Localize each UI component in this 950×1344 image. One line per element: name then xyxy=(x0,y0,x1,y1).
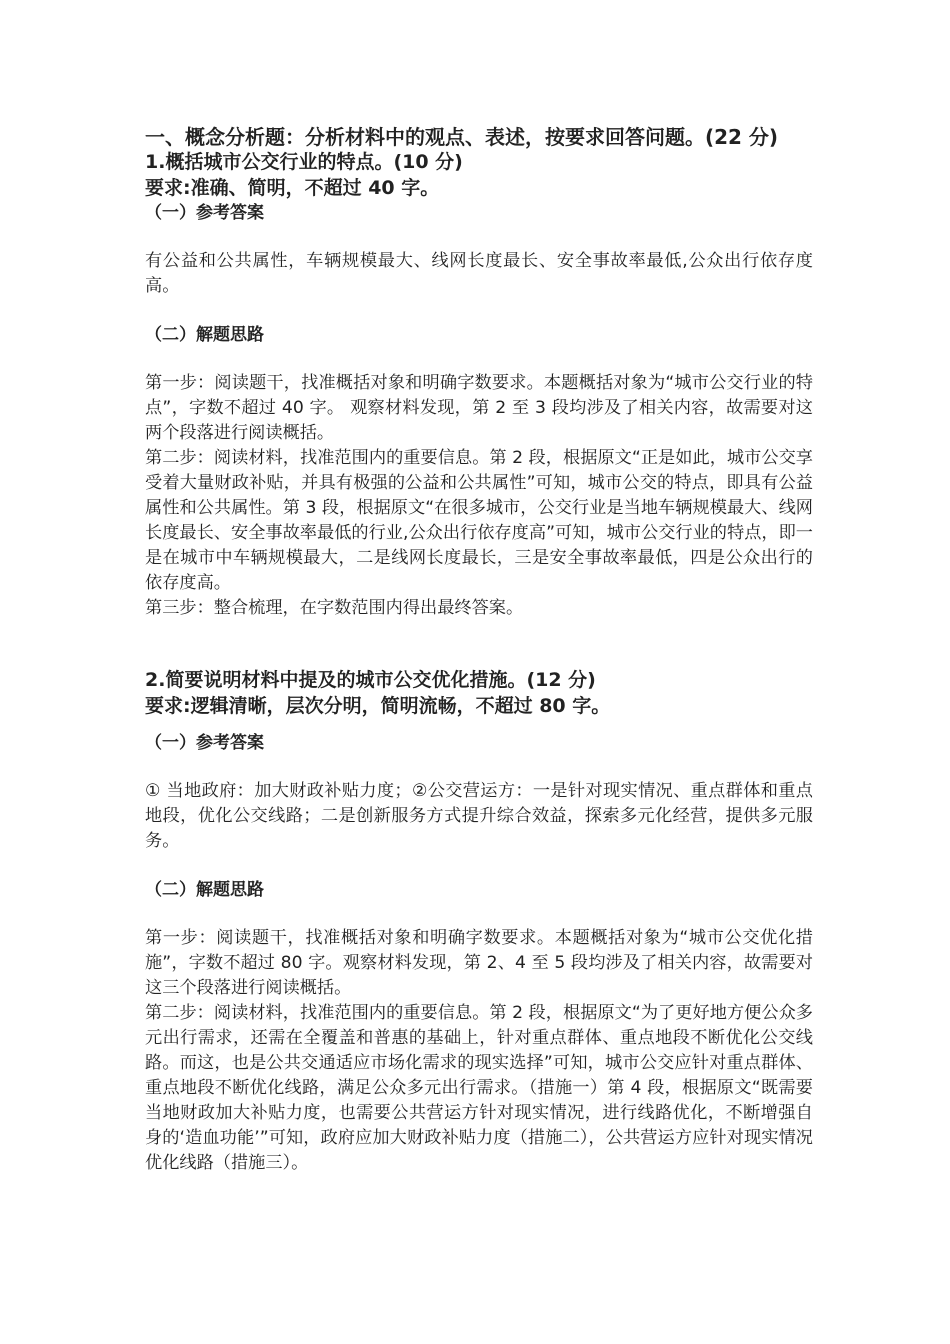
question-1-requirement: 要求:准确、简明，不超过 40 字。 xyxy=(145,177,440,199)
question-2-step-1: 第一步：阅读题干，找准概括对象和明确字数要求。本题概括对象为“城市公交优化措施”，字数不超过 80 字。观察材料发现，第 2、4 至 5 段均涉及了相关内容，故需要对这三个段落进行阅读概括。 xyxy=(145,928,813,998)
document-page xyxy=(145,125,813,1176)
question-2-answer: ① 当地政府：加大财政补贴力度；②公交营运方：一是针对现实情况、重点群体和重点地段，优化公交线路；二是创新服务方式提升综合效益，探索多元化经营，提供多元服务。 xyxy=(145,781,813,851)
question-1-approach-heading: （二）解题思路 xyxy=(145,325,264,345)
question-1-step-3: 第三步：整合梳理，在字数范围内得出最终答案。 xyxy=(145,598,524,618)
question-2-approach-heading: （二）解题思路 xyxy=(145,880,264,900)
question-2-title: 2.简要说明材料中提及的城市公交优化措施。(12 分) xyxy=(145,669,596,691)
section-title: 一、概念分析题：分析材料中的观点、表述，按要求回答问题。(22 分) xyxy=(145,125,779,149)
question-1-title: 1.概括城市公交行业的特点。(10 分) xyxy=(145,151,463,173)
question-1-step-2: 第二步：阅读材料，找准范围内的重要信息。第 2 段，根据原文“正是如此，城市公交享受着大量财政补贴，并具有极强的公益和公共属性”可知，城市公交的特点，即具有公益属性和公共属性。第 3 段，根据原文“在很多城市，公交行业是当地车辆规模最大、线网长度最长、安全事故率最低的行业,公众出行依存度高”可知，城市公交行业的特点，即一是在城市中车辆规模最大，二是线网长度最长，三是安全事故率最低，四是公众出行的依存度高。 xyxy=(145,448,813,593)
question-2-requirement: 要求:逻辑清晰，层次分明，简明流畅，不超过 80 字。 xyxy=(145,695,611,717)
question-2-step-2: 第二步：阅读材料，找准范围内的重要信息。第 2 段，根据原文“为了更好地方便公众多元出行需求，还需在全覆盖和普惠的基础上，针对重点群体、重点地段不断优化公交线路。而这，也是公共交通适应市场化需求的现实选择”可知，城市公交应针对重点群体、重点地段不断优化线路，满足公众多元出行需求。（措施一）第 4 段，根据原文“既需要当地财政加大补贴力度，也需要公共营运方针对现实情况，进行线路优化，不断增强自身的‘造血功能’”可知，政府应加大财政补贴力度（措施二），公共营运方应针对现实情况优化线路（措施三）。 xyxy=(145,1003,813,1173)
question-1-step-1: 第一步：阅读题干，找准概括对象和明确字数要求。本题概括对象为“城市公交行业的特点”，字数不超过 40 字。 观察材料发现，第 2 至 3 段均涉及了相关内容，故需要对这两个段落进行阅读概括。 xyxy=(145,373,813,443)
question-1-answer-heading: （一）参考答案 xyxy=(145,203,264,223)
question-2-answer-heading: （一）参考答案 xyxy=(145,733,264,753)
question-1-answer: 有公益和公共属性，车辆规模最大、线网长度最长、安全事故率最低,公众出行依存度高。 xyxy=(145,251,813,296)
